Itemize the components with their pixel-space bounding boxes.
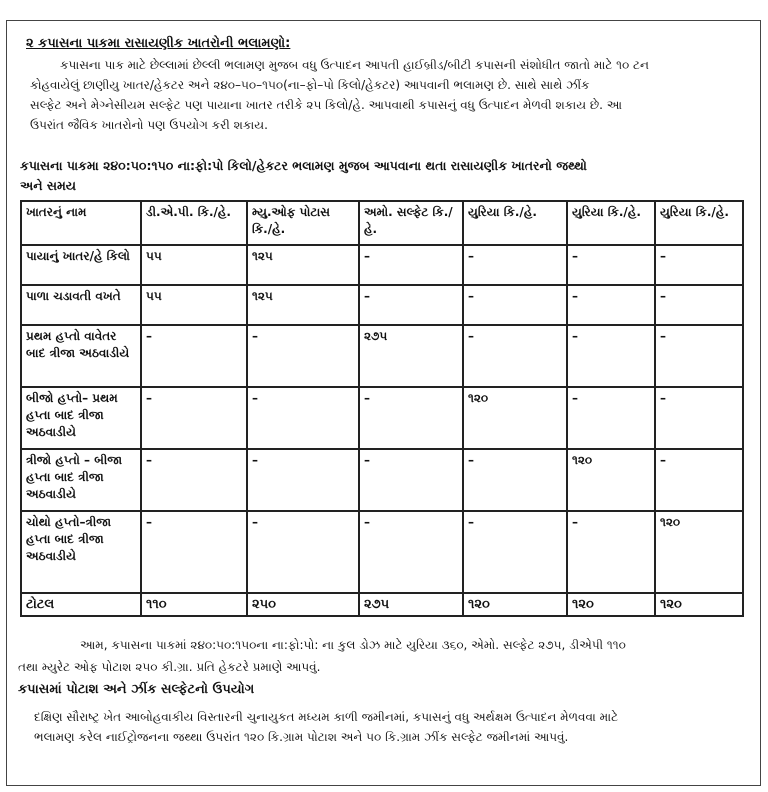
intro-line-4: ઉપરાંત જૈવિક ખાતરોનો પણ ઉપયોગ કરી શકાય. — [30, 118, 268, 132]
table-cell: – — [655, 325, 743, 387]
table-cell: ૧૨૦ — [655, 511, 743, 593]
total-cell: ૧૨૦ — [655, 593, 743, 616]
table-cell: ૨૭૫ — [359, 325, 463, 387]
table-cell: – — [141, 325, 247, 387]
table-cell: – — [655, 449, 743, 511]
table-row — [21, 325, 743, 387]
summary-line-1: આમ, કપાસના પાકમાં ૨૪૦:૫૦:૧૫૦ના ના:ફો:પો: ના કુલ ડોઝ માટે યુરિયા ૩૬૦, એમો. સલ્ફેટ ૨૭૫, ડીએપી ૧૧૦ — [80, 638, 626, 652]
intro-line-2: કોહવાયેલું છાણીયુ ખાતર/હેકટર અને ૨૪૦–૫૦–૧૫૦(ના–ફો–પો કિલો/હેકટર) આપવાની ભલામણ છે. સાથે સાથે ઝીંક — [30, 78, 590, 92]
table-cell: – — [247, 511, 359, 593]
total-cell: ૧૧૦ — [141, 593, 247, 616]
table-cell: – — [359, 245, 463, 285]
table-row — [21, 387, 743, 449]
table-cell: – — [567, 245, 655, 285]
summary-line-2: તથા મ્યુરેટ ઓફ પોટાશ ૨૫૦ કી.ગ્રા. પ્રતિ હેકટરે પ્રમાણે આપવું. — [18, 660, 321, 674]
table-cell: – — [463, 325, 567, 387]
table-cell: – — [141, 511, 247, 593]
table-cell: – — [359, 511, 463, 593]
total-label: ટોટલ — [21, 593, 141, 616]
table-cell: પાયાનું ખાતર/હે કિલો — [21, 245, 141, 285]
total-cell: ૧૨૦ — [463, 593, 567, 616]
table-cell: – — [359, 387, 463, 449]
table-cell: – — [247, 387, 359, 449]
fertilizer-table — [20, 200, 744, 617]
table-cell: – — [247, 449, 359, 511]
table-cell: પાળા ચડાવતી વખતે — [21, 285, 141, 325]
table-header-row — [21, 201, 743, 245]
header-cell: ખાતરનું નામ — [21, 201, 141, 245]
header-cell: યુરિયા કિ./હે. — [463, 201, 567, 245]
header-cell: અમો. સલ્ફેટ કિ./હે. — [359, 201, 463, 245]
table-cell: બીજો હપ્તો– પ્રથમ હપ્તા બાદ ત્રીજા અઠવાડીયે — [21, 387, 141, 449]
header-cell: મ્યુ.ઓફ પોટાસ કિ./હે. — [247, 201, 359, 245]
table-cell: – — [141, 387, 247, 449]
table-cell: – — [655, 387, 743, 449]
intro-line-3: સલ્ફેટ અને મેગ્નેસીયમ સલ્ફેટ પણ પાયાના ખાતર તરીકે ૨૫ કિલો/હે. આપવાથી કપાસનું વધુ ઉત્પાદન મેળવી શકાય છે. આ — [30, 98, 623, 112]
table-cell: ૧૨૦ — [567, 449, 655, 511]
table-title-line-1: કપાસના પાકમા ૨૪૦:૫૦:૧૫૦ ના:ફો:પો કિલો/હેકટર ભલામણ મુજબ આપવાના થતા રાસાયણીક ખાતરનો જથ્થો — [20, 158, 587, 173]
total-cell: ૨૫૦ — [247, 593, 359, 616]
table-cell: ચોથો હપ્તો–ત્રીજા હપ્તા બાદ ત્રીજા અઠવાડીયે — [21, 511, 141, 593]
table-cell: – — [359, 285, 463, 325]
table-cell: – — [463, 285, 567, 325]
table-row — [21, 285, 743, 325]
potash-line-2: ભલામણ કરેલ નાઈટ્રોજનના જથ્થા ઉપરાંત ૧૨૦ કિ.ગ્રામ પોટાશ અને ૫૦ કિ.ગ્રામ ઝીંક સલ્ફેટ જમીનમાં આપવું. — [34, 730, 569, 744]
table-cell: ૫૫ — [141, 245, 247, 285]
total-cell: ૧૨૦ — [567, 593, 655, 616]
table-cell: – — [463, 511, 567, 593]
table-cell: પ્રથમ હપ્તો વાવેતર બાદ ત્રીજા અઠવાડીયે — [21, 325, 141, 387]
table-cell: ૧૨૦ — [463, 387, 567, 449]
table-row — [21, 245, 743, 285]
potash-line-1: દક્ષિણ સૌરાષ્ટ્ર ખેત આબોહવાકીય વિસ્તારની ચુનાયુકત મધ્યમ કાળી જમીનમાં, કપાસનું વધુ અર્થક્ષમ ઉત્પાદન મેળવવા માટે — [34, 710, 619, 724]
total-cell: ૨૭૫ — [359, 593, 463, 616]
table-cell: – — [463, 449, 567, 511]
table-cell: – — [655, 285, 743, 325]
section-heading: ૨ કપાસના પાકમા રાસાયણીક ખાતરોની ભલામણો: — [26, 36, 291, 51]
intro-line-1: કપાસના પાક માટે છેલ્લામાં છેલ્લી ભલામણ મુજબ વધુ ઉત્પાદન આપતી હાઈબ્રીડ/બીટી કપાસની સંશોધીત જાતો માટે ૧૦ ટન — [60, 58, 649, 72]
table-total-row — [21, 593, 743, 616]
table-cell: – — [567, 387, 655, 449]
header-cell: ડી.એ.પી. કિ./હે. — [141, 201, 247, 245]
table-cell: ૫૫ — [141, 285, 247, 325]
table-cell: – — [567, 325, 655, 387]
table-cell: – — [141, 449, 247, 511]
table-cell: ત્રીજો હપ્તો – બીજા હપ્તા બાદ ત્રીજા અઠવાડીયે — [21, 449, 141, 511]
potash-heading: કપાસમાં પોટાશ અને ઝીંક સલ્ફેટનો ઉપયોગ — [18, 682, 255, 697]
table-cell: – — [359, 449, 463, 511]
table-row — [21, 449, 743, 511]
table-cell: – — [567, 285, 655, 325]
table-cell: – — [247, 325, 359, 387]
table-cell: ૧૨૫ — [247, 245, 359, 285]
header-cell: યુરિયા કિ./હે. — [655, 201, 743, 245]
header-cell: યુરિયા કિ./હે. — [567, 201, 655, 245]
table-cell: – — [463, 245, 567, 285]
table-cell: – — [655, 245, 743, 285]
table-cell: ૧૨૫ — [247, 285, 359, 325]
table-title-line-2: અને સમય — [20, 178, 77, 193]
table-row — [21, 511, 743, 593]
table-cell: – — [567, 511, 655, 593]
